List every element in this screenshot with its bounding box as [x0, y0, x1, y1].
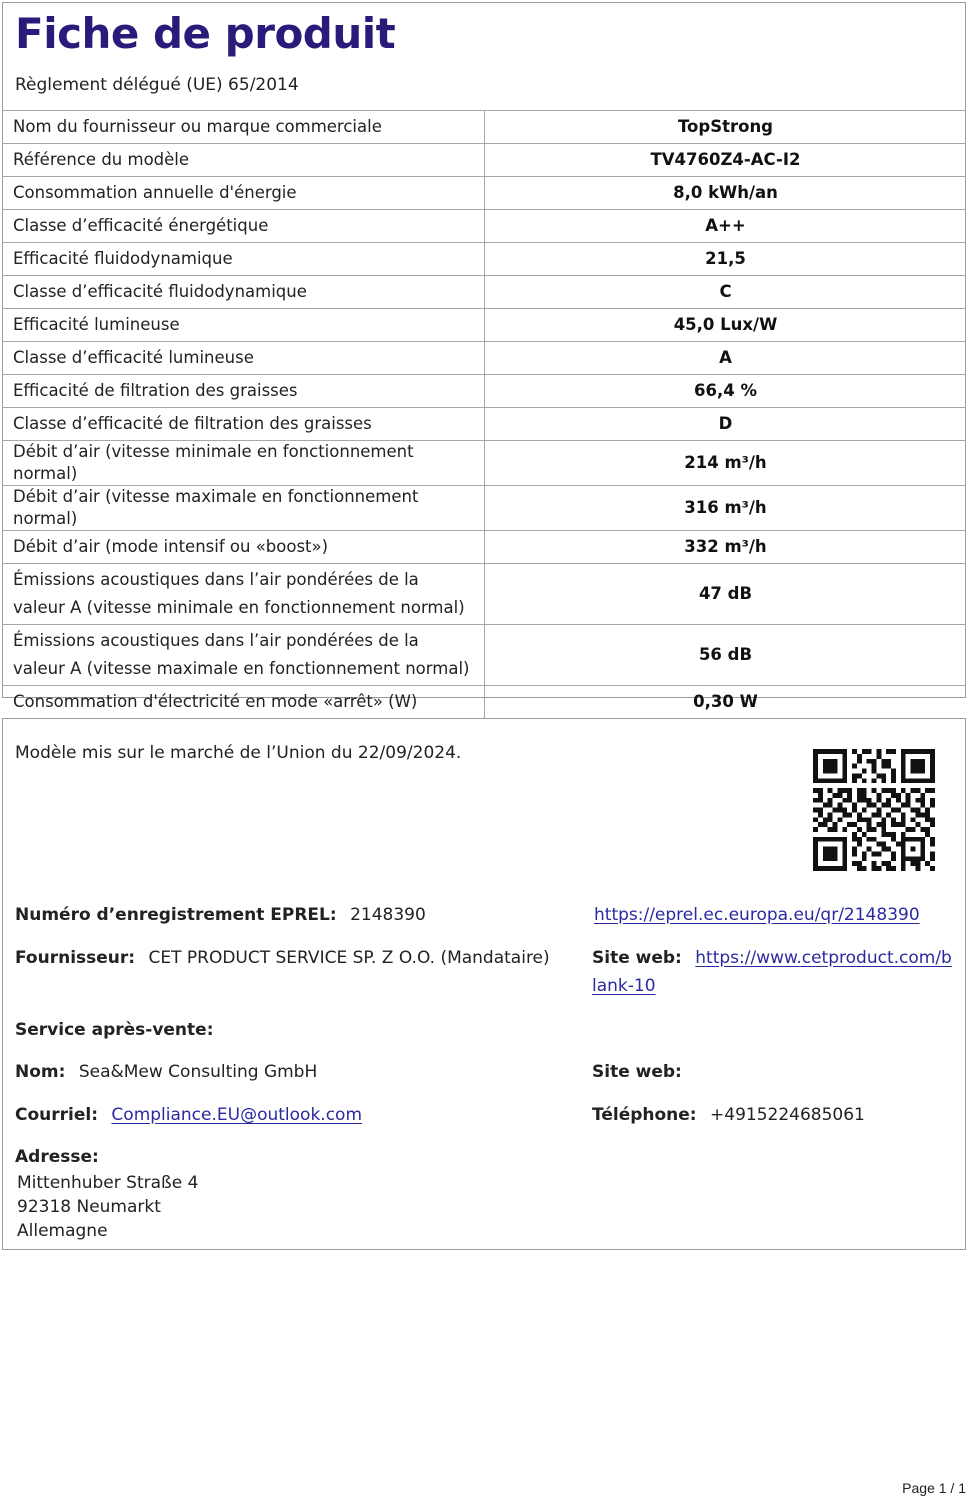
spec-label: Émissions acoustiques dans l’air pondérées de la valeur A (vitesse maximale en fonctionnement normal) — [2, 625, 485, 686]
spec-value: 316 m³/h — [485, 486, 967, 531]
spec-table — [2, 110, 966, 718]
page-number: Page 1 / 1 — [902, 1480, 966, 1496]
table-row — [2, 625, 966, 686]
table-row — [2, 441, 966, 486]
spec-label: Consommation annuelle d'énergie — [2, 177, 485, 210]
address-line: Mittenhuber Straße 4 — [17, 1173, 199, 1193]
site-link-continued[interactable]: lank-10 — [592, 976, 656, 996]
spec-label: Émissions acoustiques dans l’air pondérées de la valeur A (vitesse minimale en fonctionnement normal) — [2, 564, 485, 625]
spec-label: Efficacité de filtration des graisses — [2, 375, 485, 408]
spec-value: A — [485, 342, 967, 375]
spec-label: Efficacité lumineuse — [2, 309, 485, 342]
service-name-row — [15, 1062, 317, 1082]
table-row — [2, 486, 966, 531]
table-row — [2, 564, 966, 625]
table-row — [2, 210, 966, 243]
spec-value: 8,0 kWh/an — [485, 177, 967, 210]
table-row — [2, 177, 966, 210]
eprel-link[interactable]: https://eprel.ec.europa.eu/qr/2148390 — [594, 905, 920, 925]
spec-label: Classe d’efficacité de filtration des graisses — [2, 408, 485, 441]
phone-row — [592, 1105, 865, 1125]
eprel-row — [15, 905, 426, 925]
site-label: Site web: — [592, 948, 682, 968]
spec-label: Débit d’air (vitesse minimale en fonctionnement normal) — [2, 441, 485, 486]
address-line: 92318 Neumarkt — [17, 1197, 161, 1217]
table-row — [2, 111, 966, 144]
spec-value: 0,30 W — [485, 686, 967, 719]
product-sheet-card — [2, 2, 966, 711]
spec-label: Classe d’efficacité énergétique — [2, 210, 485, 243]
table-row — [2, 342, 966, 375]
spec-label: Efficacité fluidodynamique — [2, 243, 485, 276]
spec-label: Référence du modèle — [2, 144, 485, 177]
supplier-site-row — [592, 948, 952, 968]
table-row — [2, 531, 966, 564]
spec-value: 21,5 — [485, 243, 967, 276]
spec-label: Classe d’efficacité lumineuse — [2, 342, 485, 375]
site-link[interactable]: https://www.cetproduct.com/b — [695, 948, 952, 968]
table-row — [2, 243, 966, 276]
spec-label: Consommation d'électricité en mode «arrêt» (W) — [2, 686, 485, 719]
spec-value: D — [485, 408, 967, 441]
spec-value: 45,0 Lux/W — [485, 309, 967, 342]
phone-number: +4915224685061 — [710, 1105, 865, 1125]
supplier-row — [15, 948, 550, 968]
spec-value: 47 dB — [485, 564, 967, 625]
email-label: Courriel: — [15, 1105, 99, 1125]
spec-value: 66,4 % — [485, 375, 967, 408]
table-row — [2, 276, 966, 309]
address-label: Adresse: — [15, 1147, 99, 1167]
spec-value: 214 m³/h — [485, 441, 967, 486]
eprel-number: 2148390 — [350, 905, 426, 925]
after-sales-heading: Service après-vente: — [15, 1020, 214, 1040]
table-row — [2, 375, 966, 408]
spec-label: Débit d’air (mode intensif ou «boost») — [2, 531, 485, 564]
spec-label: Débit d’air (vitesse maximale en fonctionnement normal) — [2, 486, 485, 531]
page-title: Fiche de produit — [15, 9, 396, 58]
phone-label: Téléphone: — [592, 1105, 697, 1125]
spec-label: Nom du fournisseur ou marque commerciale — [2, 111, 485, 144]
service-site-label: Site web: — [592, 1062, 682, 1082]
supplier-name: CET PRODUCT SERVICE SP. Z O.O. (Mandataire) — [148, 948, 550, 968]
regulation-text: Règlement délégué (UE) 65/2014 — [15, 75, 299, 95]
spec-value: TV4760Z4-AC-I2 — [485, 144, 967, 177]
table-row — [2, 144, 966, 177]
address-line: Allemagne — [17, 1221, 108, 1241]
spec-value: 332 m³/h — [485, 531, 967, 564]
name-label: Nom: — [15, 1062, 66, 1082]
table-row — [2, 686, 966, 719]
supplier-info-card — [2, 718, 966, 1250]
email-link[interactable]: Compliance.EU@outlook.com — [111, 1105, 362, 1125]
market-date-text: Modèle mis sur le marché de l’Union du 22/09/2024. — [15, 743, 462, 763]
spec-value: 56 dB — [485, 625, 967, 686]
spec-label: Classe d’efficacité fluidodynamique — [2, 276, 485, 309]
table-row — [2, 309, 966, 342]
qr-code-icon[interactable] — [813, 749, 935, 871]
spec-value: TopStrong — [485, 111, 967, 144]
spec-value: C — [485, 276, 967, 309]
service-name: Sea&Mew Consulting GmbH — [78, 1062, 318, 1082]
supplier-label: Fournisseur: — [15, 948, 136, 968]
email-row — [15, 1105, 362, 1125]
spec-value: A++ — [485, 210, 967, 243]
eprel-label: Numéro d’enregistrement EPREL: — [15, 905, 337, 925]
table-row — [2, 408, 966, 441]
